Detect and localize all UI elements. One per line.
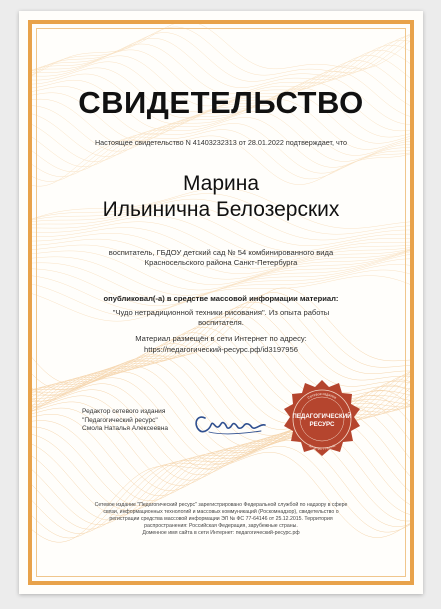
work-title-line-1: "Чудо нетрадиционной техники рисования". Из опыта работы <box>112 308 330 317</box>
recipient-position <box>79 248 363 268</box>
footer-line-5[interactable]: Доменное имя сайта в сети Интернет: педагогический-ресурс.рф <box>142 530 300 536</box>
publication-location-label: Материал размещён в сети Интернет по адресу: <box>135 334 307 343</box>
editor-block <box>82 408 202 434</box>
footer-line-3: регистрации средства массовой информации ЭЛ № ФС 77-64146 от 25.12.2015. Территория <box>109 516 333 522</box>
recipient-name <box>19 171 423 223</box>
publisher-stamp <box>281 378 363 460</box>
stamp-main-line-2: РЕСУРС <box>309 421 335 428</box>
publication-location <box>79 333 363 355</box>
certificate-title: СВИДЕТЕЛЬСТВО <box>78 85 364 120</box>
recipient-first-name: Марина <box>182 172 260 195</box>
stamp-main-line-1: ПЕДАГОГИЧЕСКИЙ <box>292 413 352 420</box>
editor-name: Смола Наталья Алексеевна <box>82 425 169 432</box>
recipient-patronymic-surname: Ильинична Белозерских <box>102 198 340 221</box>
publication-url[interactable]: https://педагогический-ресурс.рф/id3197956 <box>144 345 298 354</box>
editor-publication: "Педагогический ресурс" <box>82 416 158 424</box>
certificate-sheet <box>19 11 423 594</box>
position-line-1: воспитатель, ГБДОУ детский сад № 54 комбинированного вида <box>108 248 334 257</box>
published-statement: опубликовал(-а) в средстве массовой информации материал: <box>103 294 339 303</box>
legal-footer <box>81 502 361 537</box>
stamp-top-text: Сетевое издание <box>306 391 338 401</box>
certificate-confirmation: Настоящее свидетельство N 41403232313 от 28.01.2022 подтверждает, что <box>94 138 347 147</box>
work-title-line-2: воспитателя. <box>198 318 244 327</box>
footer-line-2: связи, информационных технологий и массовых коммуникаций (Роскомнадзор), свидетельство о <box>103 509 339 515</box>
position-line-2: Красносельского района Санкт-Петербурга <box>144 258 298 267</box>
footer-line-4: распространения: Российская Федерация, зарубежные страны. <box>144 523 298 529</box>
work-title <box>99 308 343 328</box>
editor-signature <box>191 406 269 440</box>
editor-role: Редактор сетевого издания <box>82 408 166 415</box>
footer-line-1: Сетевое издание "Педагогический ресурс" зарегистрировано Федеральной службой по надзору в сфере <box>94 502 348 508</box>
stamp-bottom-text: ЭЛ № ФС 77-64746 <box>307 443 337 452</box>
